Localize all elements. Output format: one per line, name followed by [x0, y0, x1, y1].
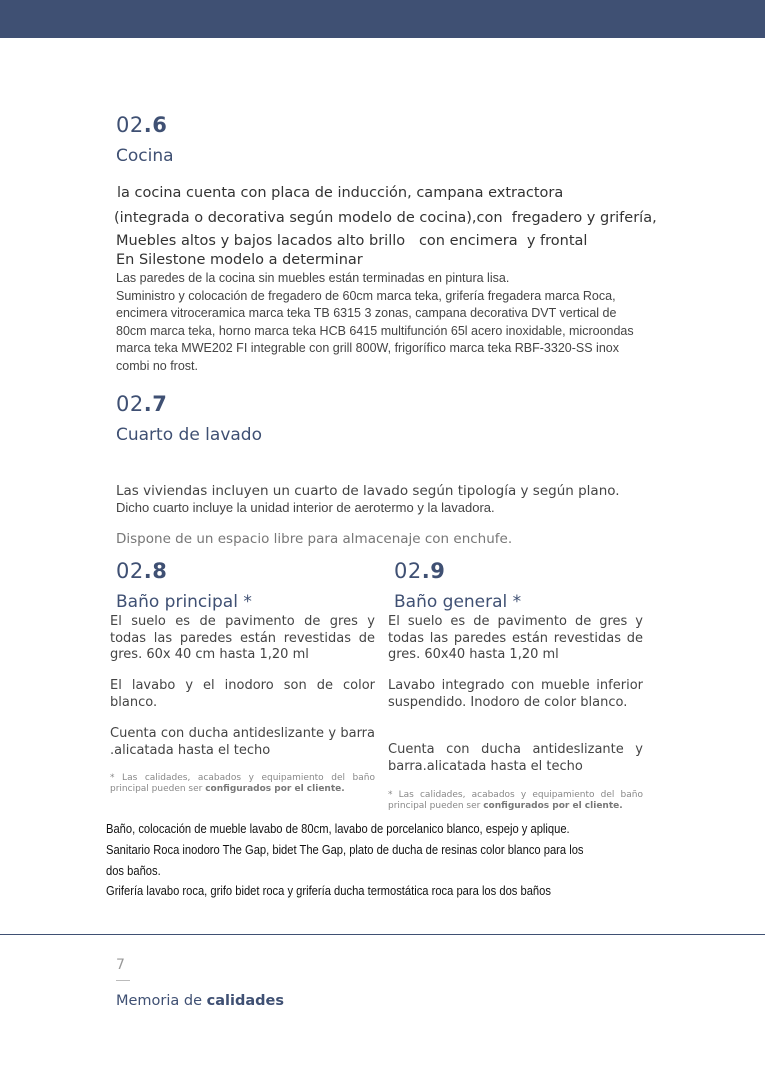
bano-general-p1: El suelo es de pavimento de gres y todas las paredes están revestidas de gres. 60x40 hasta 1,20 ml [388, 614, 643, 662]
note-text: * Las calidades, acabados y equipamiento del baño principal pueden ser [388, 790, 643, 811]
cocina-line-4: En Silestone modelo a determinar [116, 252, 363, 268]
section-number-prefix: 02 [116, 113, 144, 137]
bano-general-p2: Lavabo integrado con mueble inferior suspendido. Inodoro de color blanco. [388, 678, 643, 710]
banos-detail-line-4: Grifería lavabo roca, grifo bidet roca y grifería ducha termostática roca para los dos baños [106, 883, 551, 898]
bano-principal-note [110, 773, 375, 795]
section-number-suffix: .6 [143, 113, 168, 137]
banos-detail-line-3: dos baños. [106, 863, 161, 878]
banos-detail-line-2: Sanitario Roca inodoro The Gap, bidet The Gap, plato de ducha de resinas color blanco para los [106, 842, 584, 857]
page-number: 7 [116, 957, 125, 973]
footer-label-text: Memoria de [116, 993, 207, 1009]
note-text: * Las calidades, acabados y equipamiento del baño principal pueden ser [110, 773, 375, 794]
bano-principal-p1: El suelo es de pavimento de gres y todas las paredes están revestidas de gres. 60x 40 cm hasta 1,20 ml [110, 614, 375, 662]
section-title-cocina: Cocina [116, 146, 174, 166]
cocina-line-1: la cocina cuenta con placa de inducción, campana extractora [117, 185, 564, 201]
page-number-dash [116, 980, 130, 981]
bano-principal-p2: El lavabo y el inodoro son de color blanco. [110, 678, 375, 710]
bano-principal-p3: Cuenta con ducha antideslizante y barra .alicatada hasta el techo [110, 726, 375, 758]
footer-label-bold: calidades [206, 993, 284, 1009]
bano-general-p3: Cuenta con ducha antideslizante y barra.alicatada hasta el techo [388, 742, 643, 774]
cocina-line-2: (integrada o decorativa según modelo de cocina),con fregadero y grifería, [114, 210, 657, 226]
section-number-02-9 [394, 559, 445, 583]
footer-divider [0, 934, 765, 935]
section-number-prefix: 02 [394, 559, 422, 583]
section-number-suffix: .7 [143, 392, 168, 416]
section-number-suffix: .8 [143, 559, 168, 583]
note-bold-text: configurados por el cliente. [483, 801, 623, 811]
section-number-prefix: 02 [116, 392, 144, 416]
header-bar [0, 0, 765, 38]
section-number-02-7 [116, 392, 167, 416]
footer-label [116, 993, 284, 1009]
section-number-02-8 [116, 559, 167, 583]
section-number-prefix: 02 [116, 559, 144, 583]
lavado-line-3: Dispone de un espacio libre para almacenaje con enchufe. [116, 531, 513, 547]
note-bold-text: configurados por el cliente. [205, 784, 345, 794]
section-title-bano-principal: Baño principal * [116, 592, 252, 612]
lavado-line-2: Dicho cuarto incluye la unidad interior de aerotermo y la lavadora. [116, 500, 495, 515]
section-title-bano-general: Baño general * [394, 592, 522, 612]
bano-general-note [388, 790, 643, 812]
lavado-line-1: Las viviendas incluyen un cuarto de lavado según tipología y según plano. [116, 483, 620, 499]
section-title-lavado: Cuarto de lavado [116, 425, 262, 445]
cocina-paragraph: Las paredes de la cocina sin muebles están terminadas en pintura lisa. Suministro y colocación de fregadero de 60cm marca teka, grifería fregadera marca Roca, encimera vitroceramica marca teka TB 6315 3 zonas, campana decorativa DVT vertical de 80cm marca teka, horno marca teka HCB 6415 multifunción 65l acero inoxidable, microondas marca teka MWE202 FI integrable con grill 800W, frigorífico marca teka RBF-3320-SS inox combi no frost. [116, 271, 634, 373]
banos-detail-line-1: Baño, colocación de mueble lavabo de 80cm, lavabo de porcelanico blanco, espejo y aplique. [106, 821, 570, 836]
section-number-02-6 [116, 113, 167, 137]
cocina-line-3: Muebles altos y bajos lacados alto brillo con encimera y frontal [116, 233, 588, 249]
section-number-suffix: .9 [421, 559, 446, 583]
